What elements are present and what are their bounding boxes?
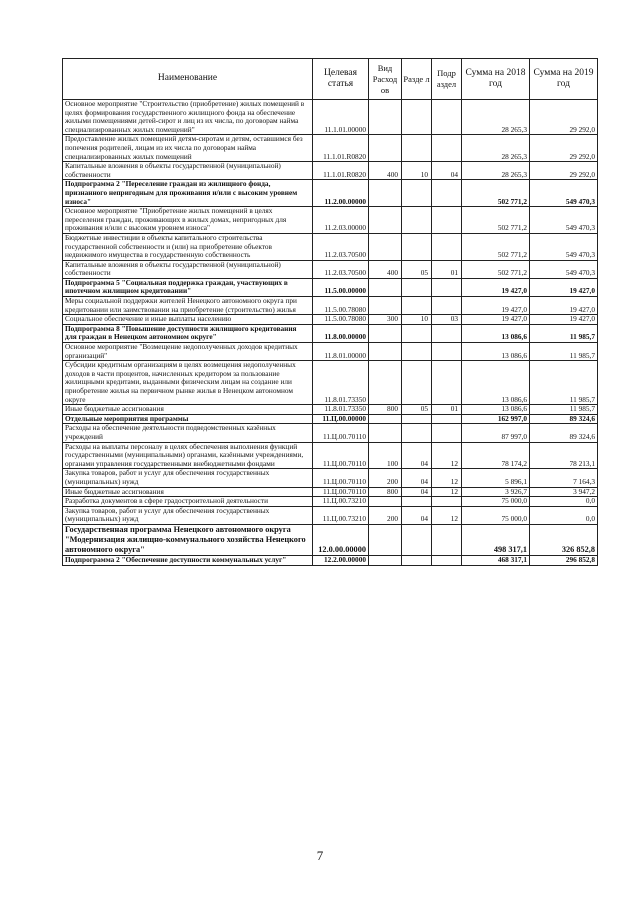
row-target-code: 11.Ц.00.70110 xyxy=(313,469,369,487)
row-sum-2018: 468 317,1 xyxy=(462,555,530,565)
row-target-code: 12.2.00.00000 xyxy=(313,555,369,565)
row-sum-2019: 326 852,8 xyxy=(530,524,598,555)
row-subsection: 03 xyxy=(432,315,462,325)
row-subsection: 01 xyxy=(432,260,462,278)
row-section xyxy=(402,135,432,162)
row-target-code: 11.2.03.70500 xyxy=(313,260,369,278)
row-expense-type: 800 xyxy=(369,405,402,415)
row-target-code: 11.Ц.00.00000 xyxy=(313,414,369,424)
row-sum-2018: 162 997,0 xyxy=(462,414,530,424)
row-expense-type: 100 xyxy=(369,442,402,469)
row-subsection xyxy=(432,361,462,405)
row-section xyxy=(402,207,432,234)
row-section xyxy=(402,278,432,296)
row-subsection xyxy=(432,297,462,315)
row-sum-2019: 0,0 xyxy=(530,497,598,507)
row-subsection: 04 xyxy=(432,162,462,180)
row-expense-type xyxy=(369,555,402,565)
row-expense-type xyxy=(369,497,402,507)
row-name: Социальное обеспечение и иные выплаты населению xyxy=(63,315,313,325)
row-name: Закупка товаров, работ и услуг для обеспечения государственных (муниципальных) нужд xyxy=(63,506,313,524)
row-subsection xyxy=(432,207,462,234)
row-section: 04 xyxy=(402,506,432,524)
row-sum-2018: 75 000,0 xyxy=(462,506,530,524)
row-name: Предоставление жилых помещений детям-сиротам и детям, оставшимся без попечения родителей, лицам из их числа по договорам найма специализированных жилых помещений xyxy=(63,135,313,162)
row-sum-2019: 549 470,3 xyxy=(530,180,598,207)
row-target-code: 11.Ц.00.70110 xyxy=(313,442,369,469)
row-sum-2019: 3 947,2 xyxy=(530,487,598,497)
row-sum-2018: 28 265,3 xyxy=(462,162,530,180)
row-section xyxy=(402,524,432,555)
row-sum-2018: 28 265,3 xyxy=(462,100,530,135)
row-subsection xyxy=(432,524,462,555)
row-expense-type: 400 xyxy=(369,260,402,278)
row-expense-type xyxy=(369,324,402,342)
row-expense-type xyxy=(369,233,402,260)
row-sum-2019: 0,0 xyxy=(530,506,598,524)
table-row xyxy=(63,315,598,325)
table-row xyxy=(63,324,598,342)
row-name: Подпрограмма 8 "Повышение доступности жилищного кредитования для граждан в Ненецком автономном округе" xyxy=(63,324,313,342)
table-row xyxy=(63,343,598,361)
table-row xyxy=(63,180,598,207)
row-subsection xyxy=(432,343,462,361)
row-name: Подпрограмма 5 "Социальная поддержка граждан, участвующих в ипотечном жилищном кредитовании" xyxy=(63,278,313,296)
row-sum-2019: 7 164,3 xyxy=(530,469,598,487)
budget-table-sheet xyxy=(62,58,597,566)
row-name: Бюджетные инвестиции в объекты капитального строительства государственной собственности и (или) на приобретение объектов недвижимого имущества в государственную собственность xyxy=(63,233,313,260)
page-number: 7 xyxy=(316,848,324,863)
row-sum-2019: 549 470,3 xyxy=(530,207,598,234)
row-target-code: 12.0.00.00000 xyxy=(313,524,369,555)
row-expense-type xyxy=(369,343,402,361)
row-section xyxy=(402,424,432,442)
row-sum-2018: 87 997,0 xyxy=(462,424,530,442)
table-body xyxy=(63,100,598,566)
row-subsection xyxy=(432,324,462,342)
table-row xyxy=(63,135,598,162)
row-target-code: 11.8.00.00000 xyxy=(313,324,369,342)
table-row xyxy=(63,506,598,524)
row-sum-2019: 78 213,1 xyxy=(530,442,598,469)
row-subsection: 12 xyxy=(432,487,462,497)
row-expense-type: 200 xyxy=(369,506,402,524)
row-subsection xyxy=(432,497,462,507)
header-target: Целевая статья xyxy=(313,59,369,100)
row-expense-type xyxy=(369,180,402,207)
row-section: 05 xyxy=(402,405,432,415)
header-section: Разде л xyxy=(402,59,432,100)
row-section xyxy=(402,180,432,207)
row-target-code: 11.8.01.73350 xyxy=(313,405,369,415)
row-target-code: 11.8.01.73350 xyxy=(313,361,369,405)
row-target-code: 11.1.01.R0820 xyxy=(313,135,369,162)
table-row xyxy=(63,555,598,565)
row-expense-type: 300 xyxy=(369,315,402,325)
row-section xyxy=(402,497,432,507)
row-sum-2019: 11 985,7 xyxy=(530,343,598,361)
row-sum-2018: 13 086,6 xyxy=(462,405,530,415)
row-subsection xyxy=(432,100,462,135)
row-sum-2018: 13 086,6 xyxy=(462,324,530,342)
table-row xyxy=(63,442,598,469)
row-name: Субсидии кредитным организациям в целях возмещения недополученных доходов в части процентов, начисленных кредитором за пользование жилищными кредитами, выданными физическим лицам на создание или приобретение жилья на первичном рынке жилья в Ненецком автономном округе xyxy=(63,361,313,405)
table-row xyxy=(63,424,598,442)
table-row xyxy=(63,100,598,135)
row-sum-2018: 502 771,2 xyxy=(462,180,530,207)
row-target-code: 11.2.03.00000 xyxy=(313,207,369,234)
table-row xyxy=(63,297,598,315)
header-expense-type: Вид Расход ов xyxy=(369,59,402,100)
row-sum-2018: 502 771,2 xyxy=(462,207,530,234)
row-name: Государственная программа Ненецкого автономного округа "Модернизация жилищно-коммунального хозяйства Ненецкого автономного округа" xyxy=(63,524,313,555)
row-name: Основное мероприятие "Приобретение жилых помещений в целях переселения граждан, проживающих в жилых домах, непригодных для проживания и/или с высоким уровнем износа" xyxy=(63,207,313,234)
row-target-code: 11.2.03.70500 xyxy=(313,233,369,260)
row-expense-type xyxy=(369,100,402,135)
row-expense-type xyxy=(369,414,402,424)
table-row xyxy=(63,260,598,278)
row-expense-type: 400 xyxy=(369,162,402,180)
row-subsection xyxy=(432,424,462,442)
row-sum-2018: 13 086,6 xyxy=(462,343,530,361)
row-sum-2018: 19 427,0 xyxy=(462,297,530,315)
row-sum-2018: 5 896,1 xyxy=(462,469,530,487)
row-section xyxy=(402,233,432,260)
row-name: Меры социальной поддержки жителей Ненецкого автономного округа при кредитовании или заимствовании на приобретение (строительство) жилья xyxy=(63,297,313,315)
row-sum-2018: 28 265,3 xyxy=(462,135,530,162)
row-expense-type xyxy=(369,524,402,555)
row-target-code: 11.1.01.00000 xyxy=(313,100,369,135)
row-name: Основное мероприятие "Возмещение недополученных доходов кредитных организаций" xyxy=(63,343,313,361)
row-expense-type: 800 xyxy=(369,487,402,497)
row-name: Капитальные вложения в объекты государственной (муниципальной) собственности xyxy=(63,260,313,278)
row-expense-type xyxy=(369,207,402,234)
row-name: Подпрограмма 2 "Обеспечение доступности коммунальных услуг" xyxy=(63,555,313,565)
row-name: Капитальные вложения в объекты государственной (муниципальной) собственности xyxy=(63,162,313,180)
row-section: 04 xyxy=(402,469,432,487)
row-sum-2018: 502 771,2 xyxy=(462,233,530,260)
row-name: Основное мероприятие "Строительство (приобретение) жилых помещений в целях формирования государственного жилищного фонда на обеспечение жилыми помещениями детей-сирот и лиц из их числа, по договорам найма специализированных жилых помещений" xyxy=(63,100,313,135)
row-sum-2019: 29 292,0 xyxy=(530,162,598,180)
row-expense-type xyxy=(369,297,402,315)
row-sum-2018: 19 427,0 xyxy=(462,315,530,325)
row-subsection xyxy=(432,233,462,260)
row-sum-2019: 549 470,3 xyxy=(530,260,598,278)
row-section: 05 xyxy=(402,260,432,278)
row-sum-2019: 11 985,7 xyxy=(530,324,598,342)
row-target-code: 11.5.00.78080 xyxy=(313,315,369,325)
row-section: 10 xyxy=(402,315,432,325)
row-target-code: 11.Ц.00.73210 xyxy=(313,506,369,524)
row-sum-2019: 19 427,0 xyxy=(530,297,598,315)
row-subsection xyxy=(432,414,462,424)
row-sum-2019: 296 852,8 xyxy=(530,555,598,565)
table-header-row xyxy=(63,59,598,100)
row-subsection: 12 xyxy=(432,442,462,469)
row-section xyxy=(402,361,432,405)
row-section xyxy=(402,297,432,315)
row-expense-type xyxy=(369,278,402,296)
row-target-code: 11.Ц.00.70110 xyxy=(313,424,369,442)
row-section: 10 xyxy=(402,162,432,180)
row-subsection xyxy=(432,555,462,565)
header-subsection: Подр аздел xyxy=(432,59,462,100)
row-subsection: 12 xyxy=(432,469,462,487)
row-section xyxy=(402,343,432,361)
row-sum-2018: 13 086,6 xyxy=(462,361,530,405)
table-row xyxy=(63,233,598,260)
row-sum-2018: 498 317,1 xyxy=(462,524,530,555)
row-subsection xyxy=(432,278,462,296)
table-row xyxy=(63,405,598,415)
row-section xyxy=(402,555,432,565)
row-name: Подпрограмма 2 "Переселение граждан из жилищного фонда, признанного непригодным для проживания и/или с высоким уровнем износа" xyxy=(63,180,313,207)
row-name: Расходы на обеспечение деятельности подведомственных казённых учреждений xyxy=(63,424,313,442)
row-section: 04 xyxy=(402,442,432,469)
row-sum-2018: 19 427,0 xyxy=(462,278,530,296)
row-section xyxy=(402,100,432,135)
row-target-code: 11.2.00.00000 xyxy=(313,180,369,207)
row-expense-type xyxy=(369,361,402,405)
table-row xyxy=(63,469,598,487)
row-sum-2019: 19 427,0 xyxy=(530,315,598,325)
row-sum-2018: 75 000,0 xyxy=(462,497,530,507)
row-name: Отдельные мероприятия программы xyxy=(63,414,313,424)
table-row xyxy=(63,207,598,234)
row-subsection: 01 xyxy=(432,405,462,415)
table-row xyxy=(63,278,598,296)
table-row xyxy=(63,524,598,555)
row-target-code: 11.5.00.00000 xyxy=(313,278,369,296)
row-target-code: 11.Ц.00.73210 xyxy=(313,497,369,507)
row-target-code: 11.Ц.00.70110 xyxy=(313,487,369,497)
row-sum-2019: 19 427,0 xyxy=(530,278,598,296)
table-row xyxy=(63,361,598,405)
row-section: 04 xyxy=(402,487,432,497)
table-row xyxy=(63,497,598,507)
row-sum-2019: 89 324,6 xyxy=(530,414,598,424)
row-subsection xyxy=(432,180,462,207)
budget-table xyxy=(62,58,598,566)
row-target-code: 11.8.01.00000 xyxy=(313,343,369,361)
row-name: Расходы на выплаты персоналу в целях обеспечения выполнения функций государственными (муниципальными) органами, казёнными учреждениями, органами управления государственными внебюджетными фондами xyxy=(63,442,313,469)
row-sum-2019: 11 985,7 xyxy=(530,361,598,405)
header-name: Наименование xyxy=(63,59,313,100)
row-name: Иные бюджетные ассигнования xyxy=(63,405,313,415)
row-name: Иные бюджетные ассигнования xyxy=(63,487,313,497)
header-sum-2019: Сумма на 2019 год xyxy=(530,59,598,100)
row-sum-2018: 78 174,2 xyxy=(462,442,530,469)
row-target-code: 11.1.01.R0820 xyxy=(313,162,369,180)
row-name: Разработка документов в сфере градостроительной деятельности xyxy=(63,497,313,507)
row-expense-type xyxy=(369,424,402,442)
row-sum-2018: 502 771,2 xyxy=(462,260,530,278)
row-subsection: 12 xyxy=(432,506,462,524)
row-sum-2019: 89 324,6 xyxy=(530,424,598,442)
row-sum-2018: 3 926,7 xyxy=(462,487,530,497)
table-row xyxy=(63,162,598,180)
row-name: Закупка товаров, работ и услуг для обеспечения государственных (муниципальных) нужд xyxy=(63,469,313,487)
row-expense-type: 200 xyxy=(369,469,402,487)
row-sum-2019: 11 985,7 xyxy=(530,405,598,415)
header-sum-2018: Сумма на 2018 год xyxy=(462,59,530,100)
row-expense-type xyxy=(369,135,402,162)
row-section xyxy=(402,414,432,424)
row-sum-2019: 29 292,0 xyxy=(530,100,598,135)
row-subsection xyxy=(432,135,462,162)
row-sum-2019: 29 292,0 xyxy=(530,135,598,162)
row-sum-2019: 549 470,3 xyxy=(530,233,598,260)
row-target-code: 11.5.00.78080 xyxy=(313,297,369,315)
row-section xyxy=(402,324,432,342)
